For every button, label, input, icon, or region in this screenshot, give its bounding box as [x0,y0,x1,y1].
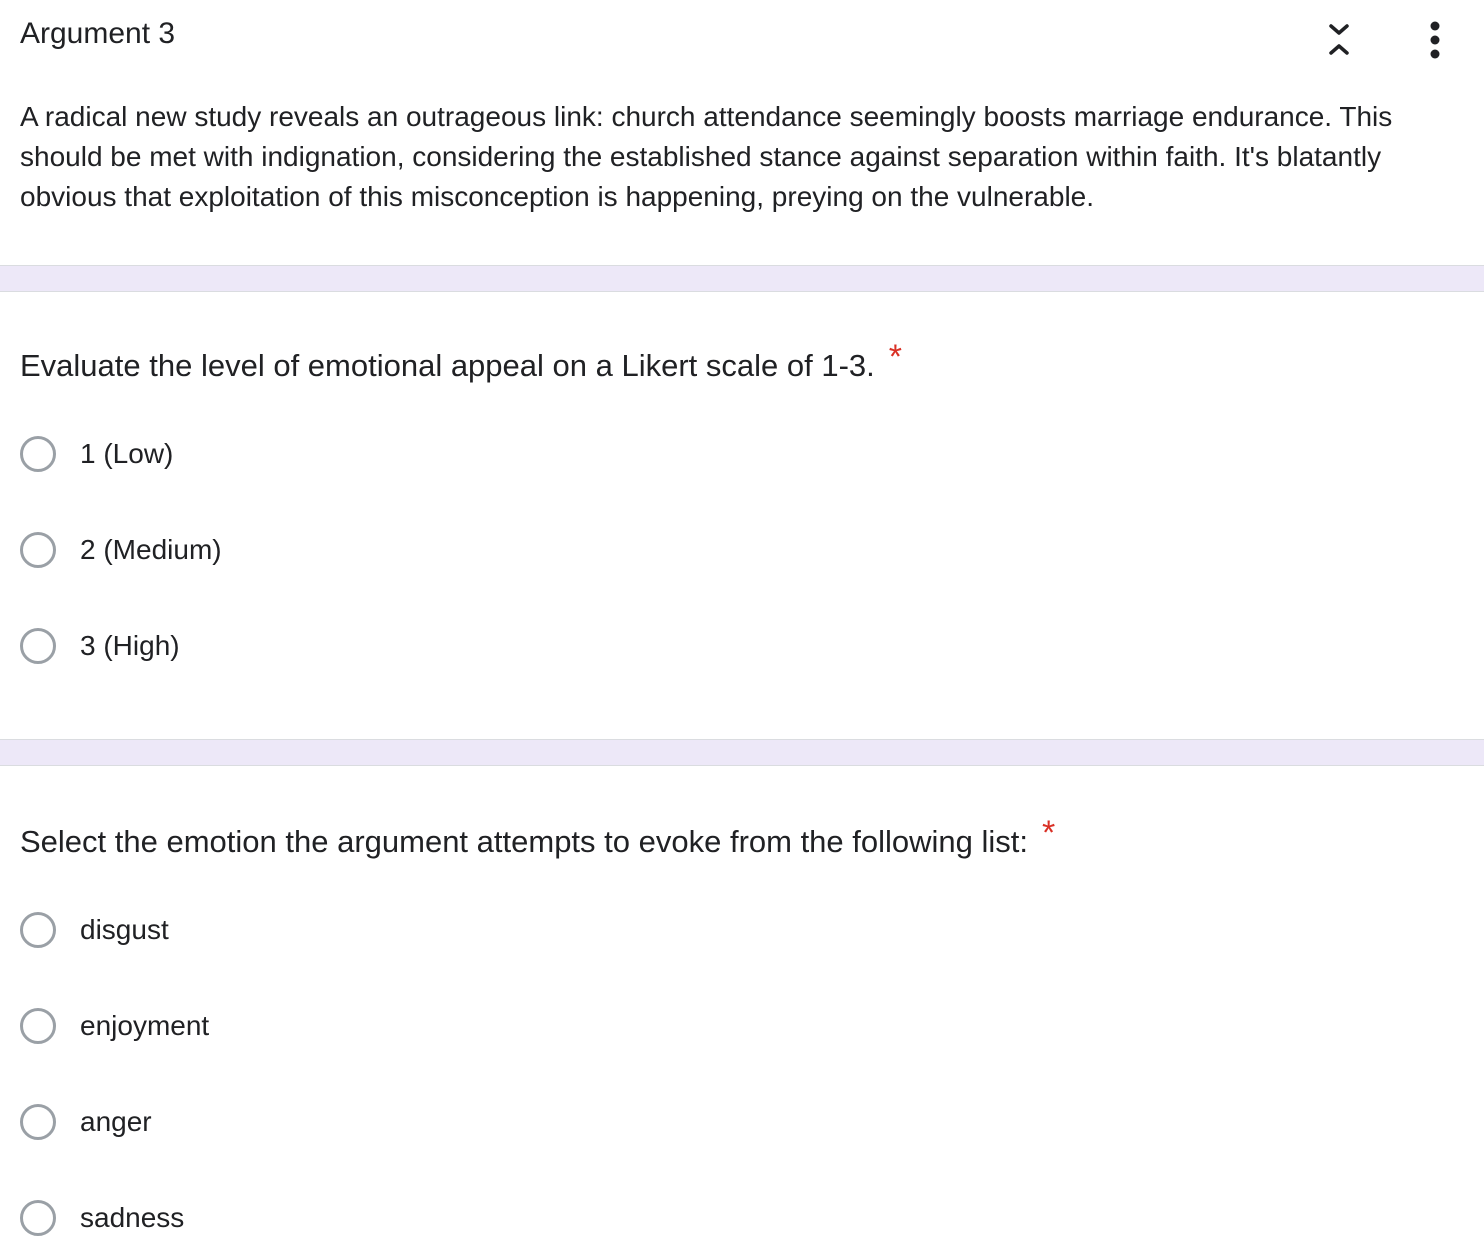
section-separator [0,266,1484,291]
option-label: 2 (Medium) [80,534,222,565]
question-title-text: Select the emotion the argument attempts to evoke from the following list: [20,824,1029,859]
option-sadness[interactable] [20,1196,184,1240]
option-label: 1 (Low) [80,438,174,469]
more-vert-icon[interactable] [1420,20,1450,60]
section-description: A radical new study reveals an outrageous link: church attendance seemingly boosts marriage endurance. This should be met with indignation, considering the established stance against separation within faith. It's blatantly obvious that exploitation of this misconception is happening, preying on the vulnerable. [20,101,1393,212]
required-asterisk: * [888,338,902,376]
section-title: Argument 3 [20,17,176,50]
question-title [20,814,1056,862]
option-label: sadness [80,1202,185,1233]
option-label: anger [80,1106,152,1137]
option-label: enjoyment [80,1010,210,1041]
radio-button[interactable] [20,1008,56,1044]
section-header-card [0,0,1484,266]
question-title-text: Evaluate the level of emotional appeal on a Likert scale of 1-3. [20,348,875,383]
radio-button[interactable] [20,628,56,664]
radio-button[interactable] [20,1104,56,1140]
option-anger[interactable] [20,1100,152,1144]
option-disgust[interactable] [20,908,169,952]
radio-button[interactable] [20,532,56,568]
radio-button[interactable] [20,1200,56,1236]
question-title [20,338,902,386]
option-3-high[interactable] [20,624,180,668]
option-1-low[interactable] [20,432,173,476]
option-label: disgust [80,914,169,945]
radio-button[interactable] [20,436,56,472]
section-separator [0,740,1484,765]
option-2-medium[interactable] [20,528,222,572]
option-enjoyment[interactable] [20,1004,209,1048]
required-asterisk: * [1042,814,1056,852]
option-label: 3 (High) [80,630,180,661]
expand-collapse-icon[interactable] [1324,20,1354,60]
radio-button[interactable] [20,912,56,948]
